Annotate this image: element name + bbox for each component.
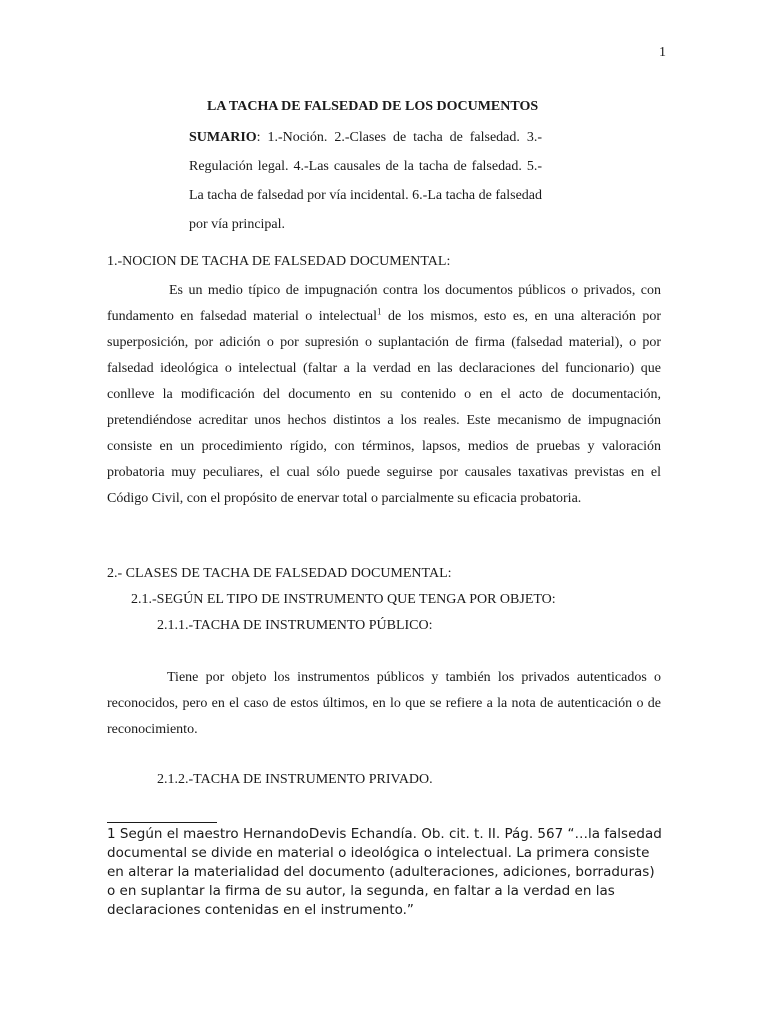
paragraph-text: Tiene por objeto los instrumentos públicos y también los privados autenticados o reconocidos, pero en el caso de estos últimos, en lo que se refiere a la nota de autenticación o de reconocimiento. (107, 670, 661, 737)
summary-label: SUMARIO (189, 130, 257, 145)
footnote-reference: 1 (377, 306, 382, 317)
summary (189, 123, 542, 239)
paragraph-text-start: Es un medio típico de impugnación contra los documentos públicos o privados, con fundamento en falsedad material o intelectual (107, 283, 661, 324)
subsection-2-1-heading: 2.1.-SEGÚN EL TIPO DE INSTRUMENTO QUE TENGA POR OBJETO: (131, 592, 556, 607)
subsection-2-1-2-heading: 2.1.2.-TACHA DE INSTRUMENTO PRIVADO. (157, 772, 433, 787)
subsection-2-1-1-heading: 2.1.1.-TACHA DE INSTRUMENTO PÚBLICO: (157, 618, 433, 633)
section-2-heading: 2.- CLASES DE TACHA DE FALSEDAD DOCUMENTAL: (107, 566, 452, 581)
subsection-2-1-1-paragraph (107, 665, 661, 743)
footnote (107, 825, 663, 920)
paragraph-text-end: de los mismos, esto es, en una alteración por superposición, por adición o por supresión o suplantación de firma (falsedad material), o por falsedad ideológica o intelectual (faltar a la verdad en las declaraciones del funcionario) que conlleve la modificación del documento en su contenido o en el acto de documentación, pretendiéndose acreditar unos hechos distintos a los reales. Este mecanismo de impugnación consiste en un procedimiento rígido, con términos, lapsos, medios de pruebas y valoración probatoria muy peculiares, el cual sólo puede seguirse por causales taxativas previstas en el Código Civil, con el propósito de enervar total o parcialmente su eficacia probatoria. (107, 309, 662, 506)
section-1-heading: 1.-NOCION DE TACHA DE FALSEDAD DOCUMENTAL: (107, 254, 451, 269)
page-number: 1 (659, 45, 666, 60)
footnote-number: 1 (107, 826, 116, 842)
document-title: LA TACHA DE FALSEDAD DE LOS DOCUMENTOS (207, 99, 539, 114)
summary-text: : 1.-Noción. 2.-Clases de tacha de falsedad. 3.- Regulación legal. 4.-Las causales de la tacha de falsedad. 5.- La tacha de falsedad por vía incidental. 6.-La tacha de falsedad por vía principal. (189, 130, 542, 232)
footnote-text: Según el maestro HernandoDevis Echandía. Ob. cit. t. II. Pág. 567 “…la falsedad documental se divide en material o ideológica o intelectual. La primera consiste en alterar la materialidad del documento (adulteraciones, adiciones, borraduras) o en suplantar la firma de su autor, la segunda, en faltar a la verdad en las declaraciones contenidas en el instrumento.” (107, 826, 662, 918)
footnote-separator (107, 822, 217, 823)
section-1-paragraph (107, 278, 661, 512)
